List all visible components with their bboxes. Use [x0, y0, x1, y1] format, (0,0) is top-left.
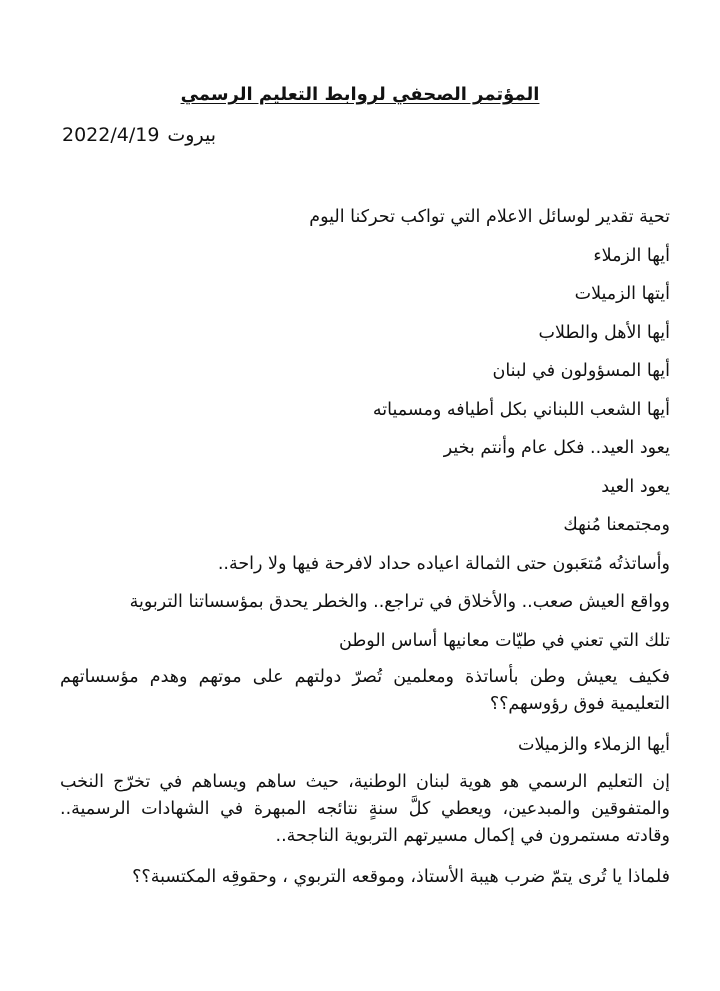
address-line: أيها الأهل والطلاب: [538, 322, 670, 343]
address-line: أيتها الزميلات: [574, 284, 670, 304]
document-title: المؤتمر الصحفي لروابط التعليم الرسمي: [180, 84, 540, 105]
address-line: أيها الزملاء والزميلات: [517, 735, 670, 755]
address-line: أيها الزملاء: [593, 245, 670, 266]
dateline: [62, 124, 216, 146]
body-line: يعود العيد.. فكل عام وأنتم بخير: [443, 438, 670, 458]
closing-line: فلماذا يا تُرى يتمّ ضرب هيبة الأستاذ، وموقعه التربوي ، وحقوقِه المكتسبة؟؟: [132, 866, 670, 887]
body-line: تلك التي تعني في طيّات معانيها أساس الوطن: [339, 630, 670, 651]
paragraph: إن التعليم الرسمي هو هوية لبنان الوطنية، حيث ساهم ويساهم في تخرّج النخب والمتفوقين والمبدعين، ويعطي كلَّ سنةٍ نتائجه المبهرة في الشهادات الرسمية.. وقادته مستمرون في إكمال مسيرتهم التربوية الناجحة..: [60, 771, 670, 846]
body-line: وأساتذتُه مُتعَبون حتى الثمالة اعياده حداد لافرحة فيها ولا راحة..: [217, 553, 670, 574]
body-line: يعود العيد: [601, 476, 670, 497]
address-line: أيها الشعب اللبناني بكل أطيافه ومسمياته: [372, 399, 670, 420]
city: بيروت: [167, 124, 216, 146]
address-line: أيها المسؤولون في لبنان: [492, 361, 670, 381]
paragraph: فكيف يعيش وطن بأساتذة ومعلمين تُصرّ دولتهم على موتهم وهدم مؤسساتهم التعليمية فوق رؤوسهم؟؟: [60, 667, 670, 714]
greeting-line: تحية تقدير لوسائل الاعلام التي تواكب تحركنا اليوم: [309, 207, 670, 227]
document-body: [60, 198, 670, 896]
body-line: وواقع العيش صعب.. والأخلاق في تراجع.. والخطر يحدق بمؤسساتنا التربوية: [129, 592, 670, 612]
date: 2022/4/19: [62, 124, 160, 146]
body-line: ومجتمعنا مُنهك: [563, 515, 670, 535]
